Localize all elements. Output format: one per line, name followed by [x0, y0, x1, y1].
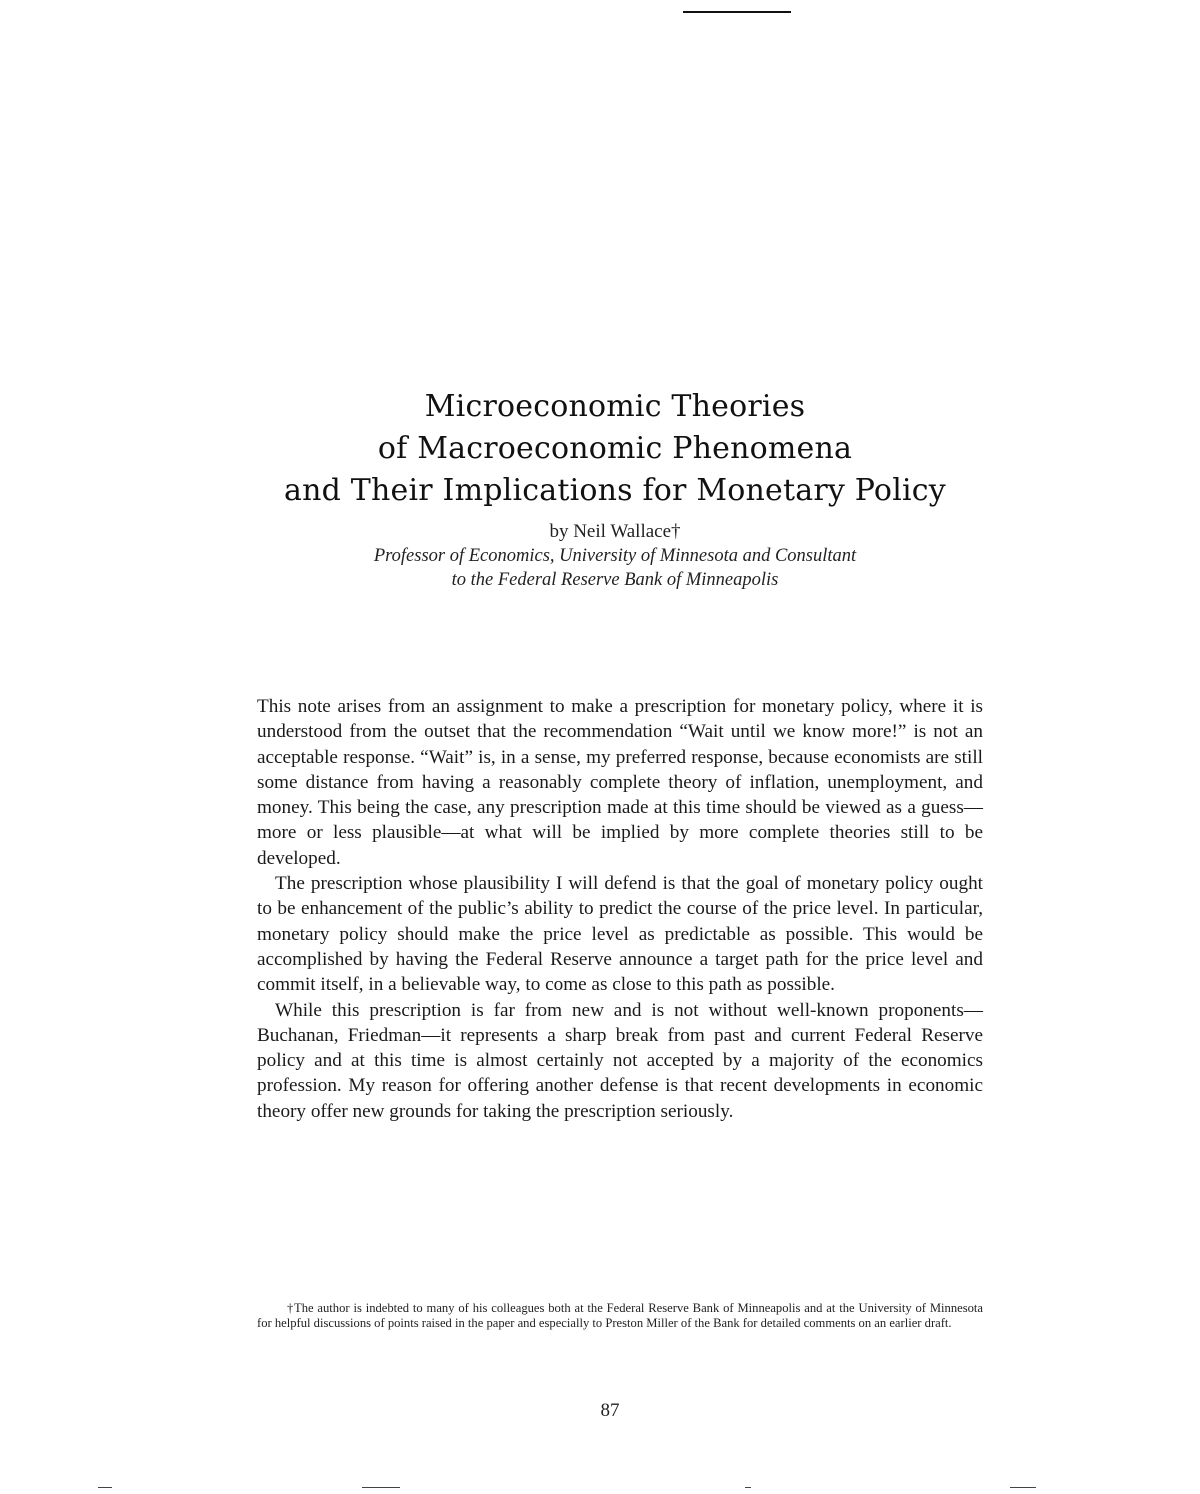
paragraph-2: The prescription whose plausibility I will defend is that the goal of monetary policy ought to be enhancement of the public’s ability to predict the course of the price level. In particular, monetary policy should make the price level as predictable as possible. This would be accomplished by having the Federal Reserve announce a target path for the price level and commit itself, in a believable way, to come as close to this path as possible. — [257, 873, 983, 996]
scan-mark-center-left — [362, 1487, 400, 1488]
body-text — [257, 694, 983, 1124]
article-title-line-2: of Macroeconomic Phenomena — [377, 431, 853, 466]
paragraph-1: This note arises from an assignment to make a prescription for monetary policy, where it is understood from the outset that the recommendation “Wait until we know more!” is not an acceptable response. “Wait” is, in a sense, my preferred response, because economists are still some distance from having a reasonably complete theory of inflation, unemployment, and money. This being the case, any prescription made at this time should be viewed as a guess—more or less plausible—at what will be implied by more complete theories still to be developed. — [257, 696, 983, 869]
affiliation-line-2: to the Federal Reserve Bank of Minneapolis — [451, 570, 779, 590]
scan-mark-left — [98, 1487, 112, 1488]
page-number: 87 — [600, 1400, 620, 1421]
article-title-line-1: Microeconomic Theories — [424, 389, 806, 424]
title-block — [200, 386, 1030, 592]
affiliation-line-1: Professor of Economics, University of Minnesota and Consultant — [373, 546, 857, 566]
article-title-line-3: and Their Implications for Monetary Policy — [284, 473, 946, 508]
top-rule — [683, 11, 791, 13]
byline: by Neil Wallace† — [549, 521, 681, 542]
footnote: †The author is indebted to many of his colleagues both at the Federal Reserve Bank of Minneapolis and at the University of Minnesota for helpful discussions of points raised in the paper and especially to Preston Miller of the Bank for detailed comments on an earlier draft. — [257, 1301, 983, 1330]
scan-mark-right — [1010, 1487, 1036, 1488]
paragraph-3: While this prescription is far from new and is not without well-known proponents—Buchanan, Friedman—it represents a sharp break from past and current Federal Reserve policy and at this time is almost certainly not accepted by a majority of the economics profession. My reason for offering another defense is that recent developments in economic theory offer new grounds for taking the prescription seriously. — [257, 999, 983, 1122]
scan-mark-center — [745, 1487, 751, 1488]
